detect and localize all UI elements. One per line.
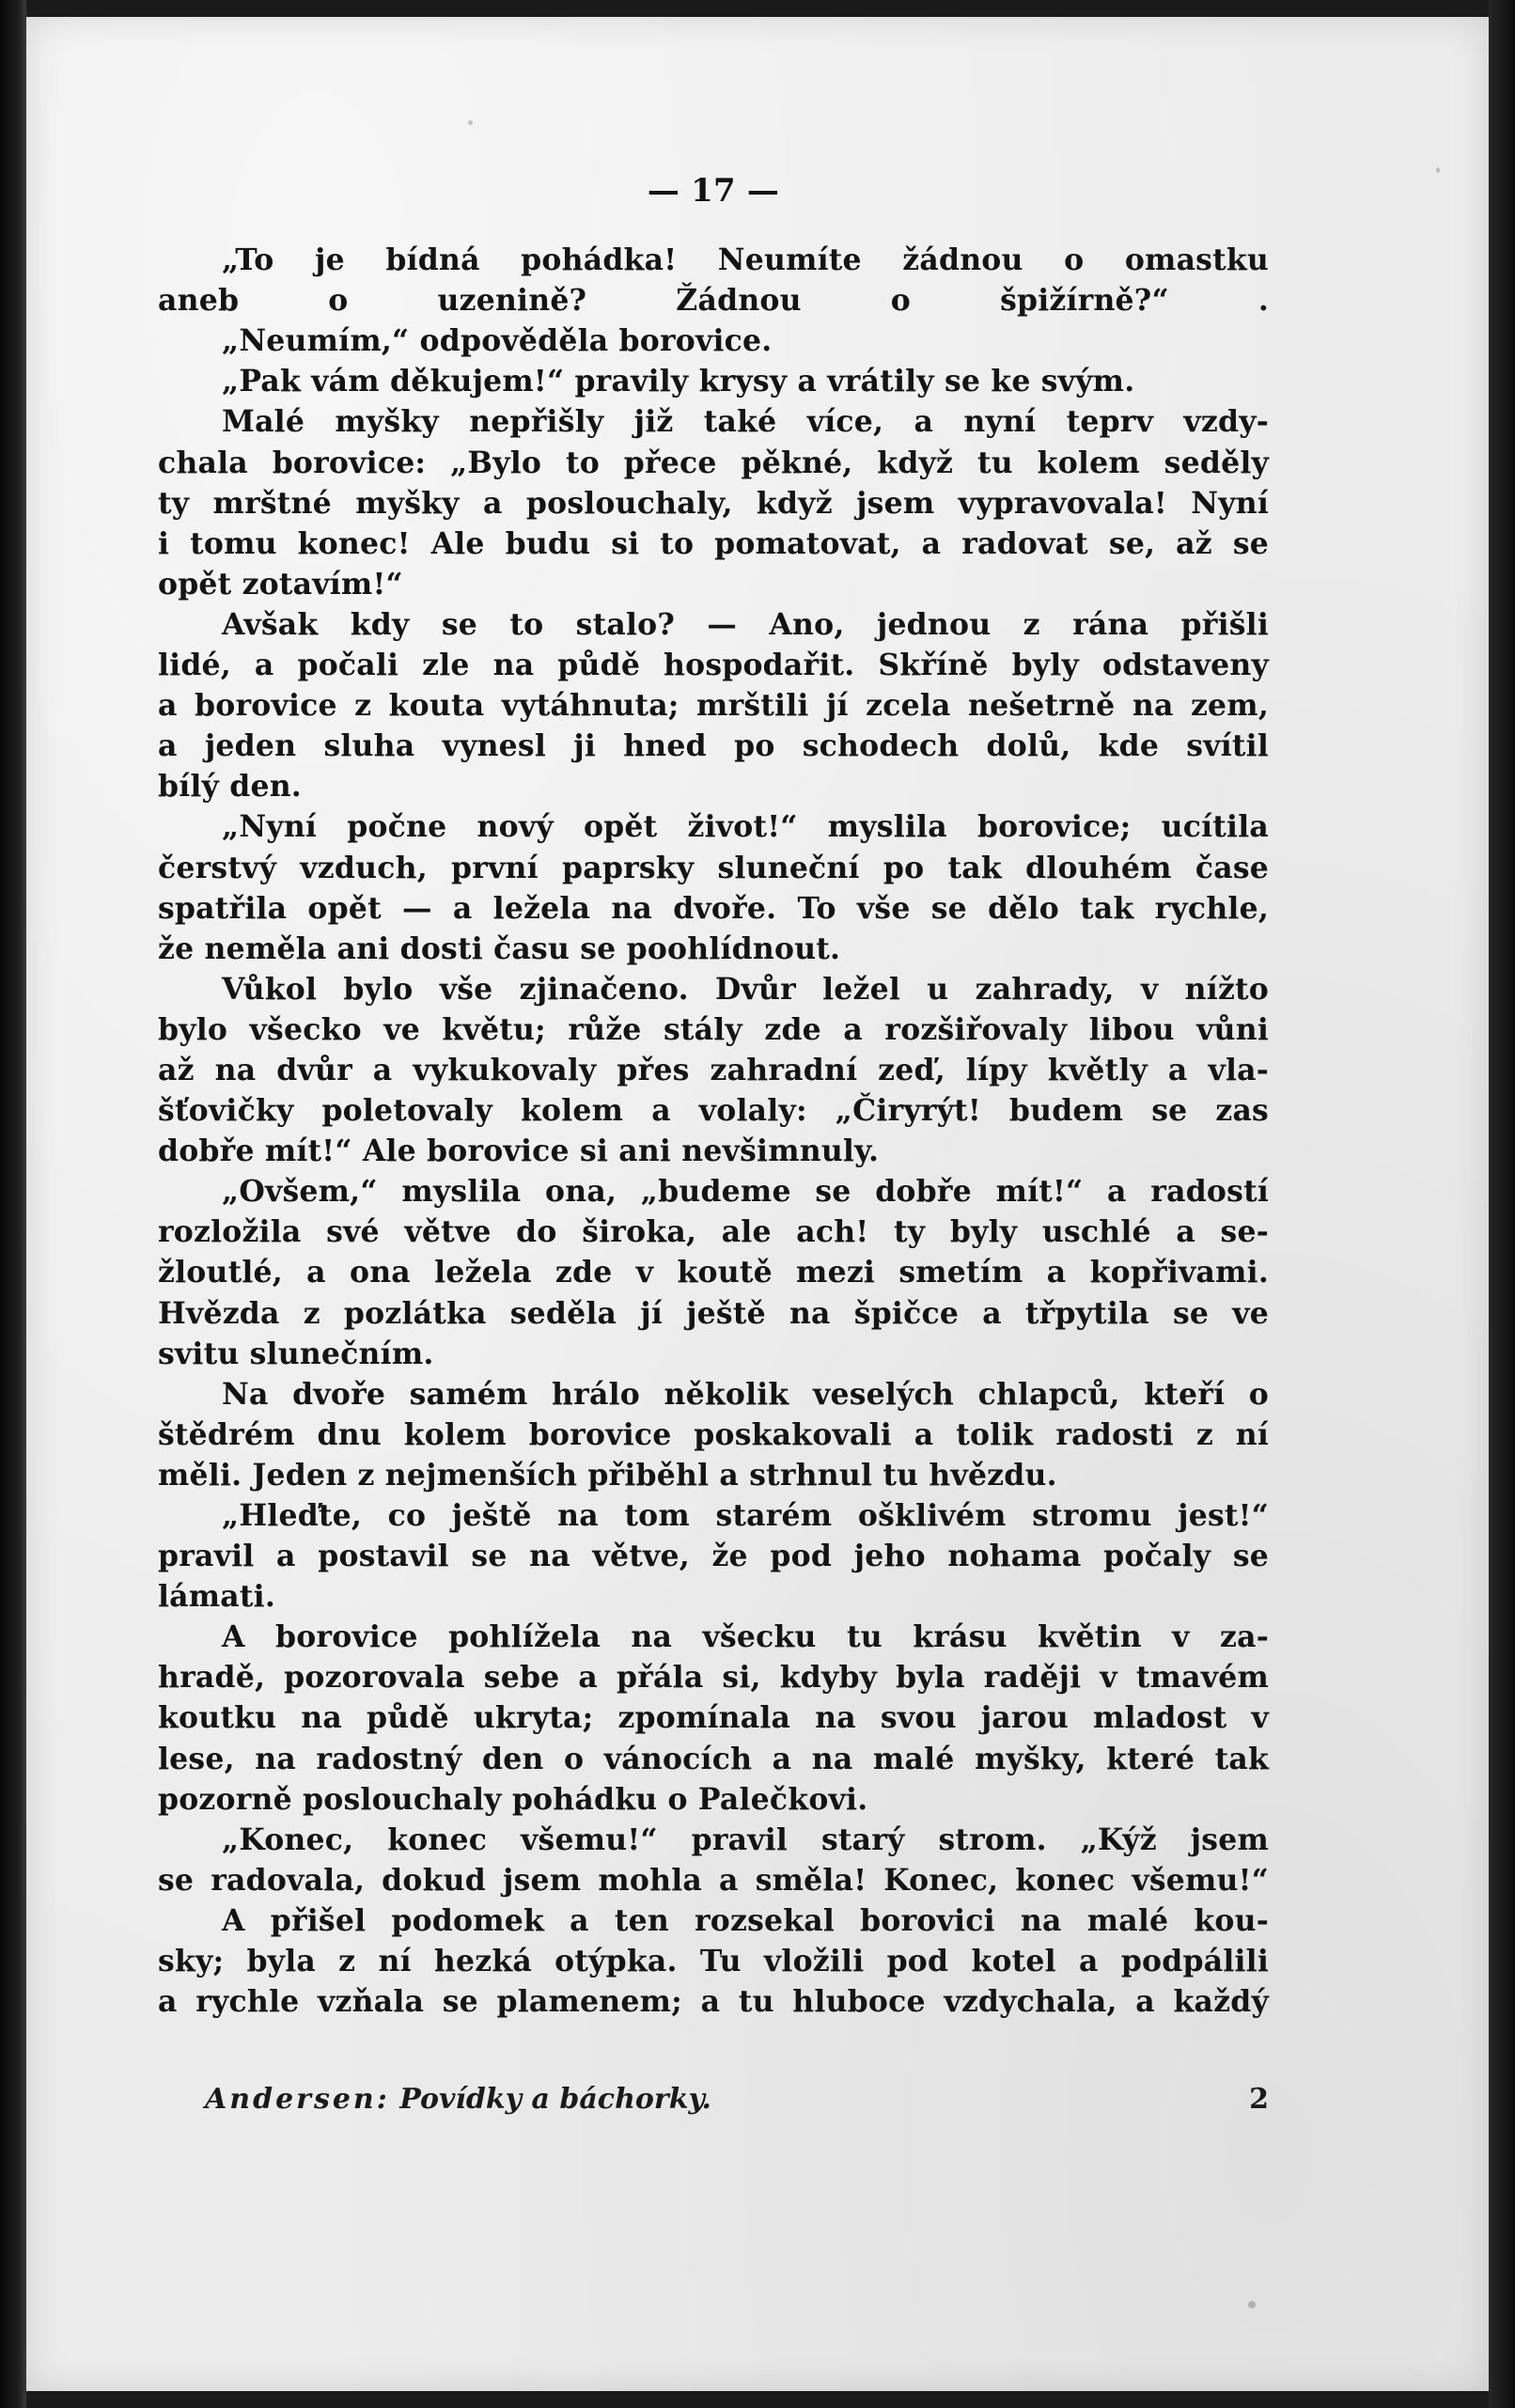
book-spine-shadow	[0, 0, 26, 2408]
text-line: bylo všecko ve květu; růže stály zde a rozšiřovaly libou vůni	[158, 1011, 1269, 1047]
text-line: svitu slunečním.	[158, 1336, 434, 1371]
text-line: a borovice z kouta vytáhnuta; mrštili jí zcela nešetrně na zem,	[158, 688, 1269, 724]
page-text-block	[158, 171, 1269, 2022]
text-line: že neměla ani dosti času se poohlídnout.	[158, 930, 841, 966]
text-line: lidé, a počali zle na půdě hospodařit. Skříně byly odstaveny	[158, 648, 1269, 683]
text-line: žloutlé, a ona ležela zde v koutě mezi smetím a kopřivami.	[158, 1255, 1269, 1290]
text-line: bílý den.	[158, 769, 302, 805]
footer-book-title	[205, 2083, 711, 2116]
text-line: „Konec, konec všemu!“ pravil starý strom. „Kýž jsem	[222, 1822, 1269, 1857]
text-line: „To je bídná pohádka! Neumíte žádnou o omastku	[222, 242, 1269, 278]
text-line: až na dvůr a vykukovaly přes zahradní zeď, lípy květly a vla-	[158, 1052, 1269, 1087]
text-line: měli. Jeden z nejmenších přiběhl a strhnul tu hvězdu.	[158, 1457, 1057, 1493]
footer-title: Povídky a báchorky.	[399, 2083, 711, 2116]
text-line: Malé myšky nepřišly již také více, a nyní teprv vzdy-	[222, 404, 1269, 440]
text-line: dobře mít!“ Ale borovice si ani nevšimnuly.	[158, 1134, 880, 1169]
text-line: aneb o uzenině? Žádnou o špižírně?“ .	[158, 283, 1269, 319]
text-line: „Pak vám děkujem!“ pravily krysy a vrátily se ke svým.	[222, 364, 1135, 399]
text-line: A přišel podomek a ten rozsekal borovici na malé kou-	[222, 1902, 1269, 1938]
text-line: „Nyní počne nový opět život!“ myslila borovice; ucítila	[222, 809, 1269, 845]
text-line: i tomu konec! Ale budu si to pomatovat, a radovat se, až se	[158, 525, 1269, 561]
signature-mark: 2	[1249, 2083, 1269, 2116]
text-line: se radovala, dokud jsem mohla a směla! Konec, konec všemu!“	[158, 1862, 1269, 1898]
text-line: chala borovice: „Bylo to přece pěkné, když tu kolem seděly	[158, 445, 1269, 480]
text-line: „Neumím,“ odpověděla borovice.	[222, 323, 773, 359]
text-line: „Hleďte, co ještě na tom starém ošklivém stromu jest!“	[222, 1498, 1269, 1533]
page-right-edge-shadow	[1489, 0, 1515, 2408]
text-line: Vůkol bylo vše zjinačeno. Dvůr ležel u zahrady, v nížto	[222, 971, 1269, 1007]
page-number: — 17 —	[647, 172, 780, 210]
text-line: lámati.	[158, 1579, 276, 1615]
text-line: opět zotavím!“	[158, 566, 403, 602]
text-line: a jeden sluha vynesl ji hned po schodech dolů, kde svítil	[158, 728, 1269, 764]
text-line: pravil a postavil se na větve, že pod jeho nohama počaly se	[158, 1539, 1269, 1574]
page-footer	[205, 2083, 1269, 2116]
text-line: A borovice pohlížela na všecku tu krásu květin v za-	[222, 1619, 1269, 1655]
text-line: a rychle vzňala se plamenem; a tu hluboce vzdychala, a každý	[158, 1984, 1269, 2020]
text-line: šťovičky poletovaly kolem a volaly: „Čiryrýt! budem se zas	[158, 1093, 1269, 1129]
text-line: čerstvý vzduch, první paprsky sluneční po tak dlouhém čase	[158, 850, 1269, 885]
text-line: Hvězda z pozlátka seděla jí ještě na špičce a třpytila se ve	[158, 1295, 1269, 1331]
text-line: Avšak kdy se to stalo? — Ano, jednou z rána přišli	[222, 606, 1269, 642]
text-line: koutku na půdě ukryta; zpomínala na svou jarou mladost v	[158, 1700, 1269, 1736]
text-line: štědrém dnu kolem borovice poskakovali a tolik radosti z ní	[158, 1416, 1269, 1452]
text-line: Na dvoře samém hrálo několik veselých chlapců, kteří o	[222, 1376, 1269, 1412]
text-line: hradě, pozorovala sebe a přála si, kdyby byla raději v tmavém	[158, 1660, 1269, 1696]
text-line: sky; byla z ní hezká otýpka. Tu vložili pod kotel a podpálili	[158, 1944, 1269, 1979]
footer-author: Andersen:	[205, 2083, 390, 2116]
text-line: lese, na radostný den o vánocích a na malé myšky, které tak	[158, 1741, 1269, 1776]
paper-speck	[468, 120, 473, 125]
paper-speck	[1436, 167, 1440, 173]
text-line: „Ovšem,“ myslila ona, „budeme se dobře mít!“ a radostí	[222, 1174, 1269, 1210]
paper-speck	[1248, 2301, 1256, 2308]
text-line: ty mrštné myšky a poslouchaly, když jsem vypravovala! Nyní	[158, 485, 1269, 521]
body-text	[158, 240, 1269, 2022]
text-line: rozložila své větve do široka, ale ach! ty byly uschlé a se-	[158, 1214, 1269, 1250]
text-line: spatřila opět — a ležela na dvoře. To vše se dělo tak rychle,	[158, 890, 1269, 926]
text-line: pozorně poslouchaly pohádku o Palečkovi.	[158, 1781, 868, 1817]
